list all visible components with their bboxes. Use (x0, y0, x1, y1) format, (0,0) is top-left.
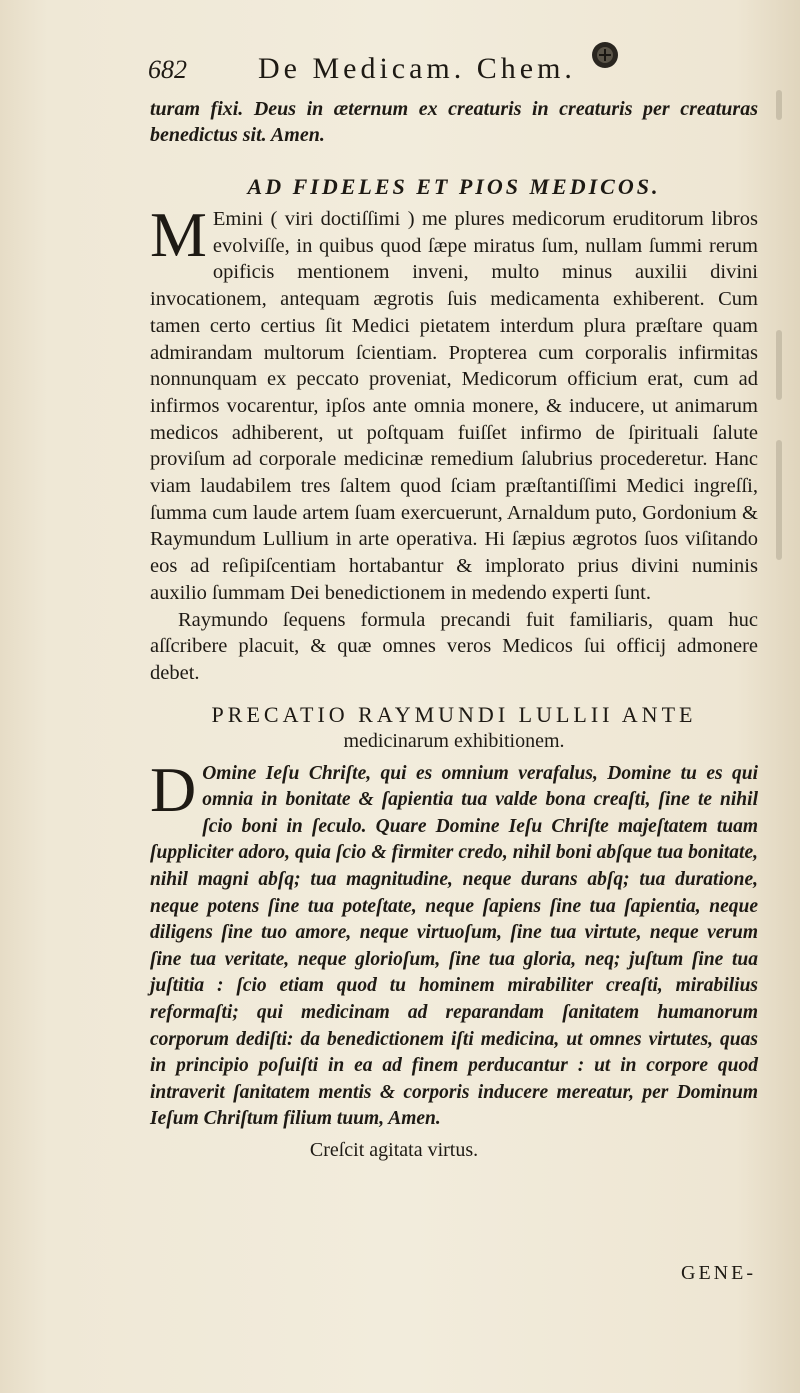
running-head (148, 52, 758, 92)
drop-cap-d: D (150, 753, 197, 825)
page-number: 682 (148, 55, 187, 84)
opening-lines: turam fixi. Deus in æternum ex creaturis in creaturis per creaturas benedictus sit. Amen. (150, 98, 758, 146)
section-heading: AD FIDELES ET PIOS MEDICOS. (247, 174, 661, 199)
prayer-text: Omine Ieſu Chriſte, qui es omnium verafalus, Domine tu es qui omnia in bonitate & ſapientia tua valde bona creaſti, ſine te nihil ſcio boni in ſeculo. Quare Domine Ieſu Chriſte majeſtatem tuam ſuppliciter adoro, quia ſcio & firmiter credo, nihil boni abſque tua bonitate, nihil magni abſq; tua magnitudine, neque durans abſq; tua duratione, neque potens ſine tua poteſtate, neque ſapiens ſine tua ſapientia, neque diligens ſine tuo amore, neque virtuoſum, ſine tua virtute, neque verum ſine tua veritate, neque glorioſum, ſine tua gloria, neq; juſtum ſine tua juſtitia : ſcio etiam quod tu hominem mirabiliter creaſti, mirabilius reformaſti; qui medicinam ad reparandam ſanitatem humanorum corporum dediſti: da benedictionem iſti medicina, ut omnes virtutes, quas in principio poſuiſti in ea ad finem perducantur : ut in corpore quod intraverit ſanitatem mentis & corporis inducere mereatur, per Dominum Ieſum Chriſtum filium tuum, Amen. (150, 762, 758, 1130)
drop-cap-m: M (150, 199, 207, 270)
paragraph-formula: Raymundo ſequens formula precandi fuit familiaris, quam huc aſſcribere placuit, & quæ omnes veros Medicos ſui officij admonere debet. (150, 608, 758, 684)
prayer-subtitle: medicinarum exhibitionem. (343, 729, 565, 752)
prayer-title: PRECATIO RAYMUNDI LULLII ANTE (211, 701, 697, 727)
margin-bleed-mark (776, 440, 782, 560)
paragraph-doctors (150, 199, 758, 607)
prayer-text-block (150, 753, 758, 1133)
catchword: GENE- (681, 1262, 756, 1284)
running-title: De Medicam. Chem. (258, 52, 576, 85)
paragraph-doctors-text: Emini ( viri doctiſſimi ) me plures medicorum eruditorum libros evolviſſe, in quibus quod ſæpe miratus ſum, nullam ſummi rerum opificis mentionem inveni, multo minus auxilii divini invocationem, antequam ægrotis ſuis medicamenta exhiberent. Cum tamen certo certius ſit Medici pietatem interdum plura præſtare quam admirandam multorum ſcientiam. Propterea cum corporalis infirmitas nonnunquam ex peccato proveniat, Medicorum officium erat, cum ad infirmos vocarentur, ipſos ante omnia monere, & inducere, ut animarum medicos adhiberent, ut poſtquam fuiſſet infirmo de ſpirituali ſalute proviſum ad corporale medicinæ remedium ſalubrius procederetur. Hanc viam laudabilem tres ſaltem quod ſciam præſtantiſſimi Medici ingreſſi, ſumma cum laude artem ſuam exercuerunt, Arnaldum puto, Gordonium & Raymundum Lullium in arte operativa. Hi ſæpius ægrotos ſuos viſitando eos ad reſipiſcentiam hortabantur & implorato prius divini numinis auxilio ſummam Dei benedictionem in medendo experti ſunt. (150, 208, 758, 604)
margin-bleed-mark (776, 330, 782, 400)
library-stamp-icon (590, 40, 620, 70)
margin-bleed-mark (776, 90, 782, 120)
motto: Creſcit agitata virtus. (309, 1138, 479, 1161)
